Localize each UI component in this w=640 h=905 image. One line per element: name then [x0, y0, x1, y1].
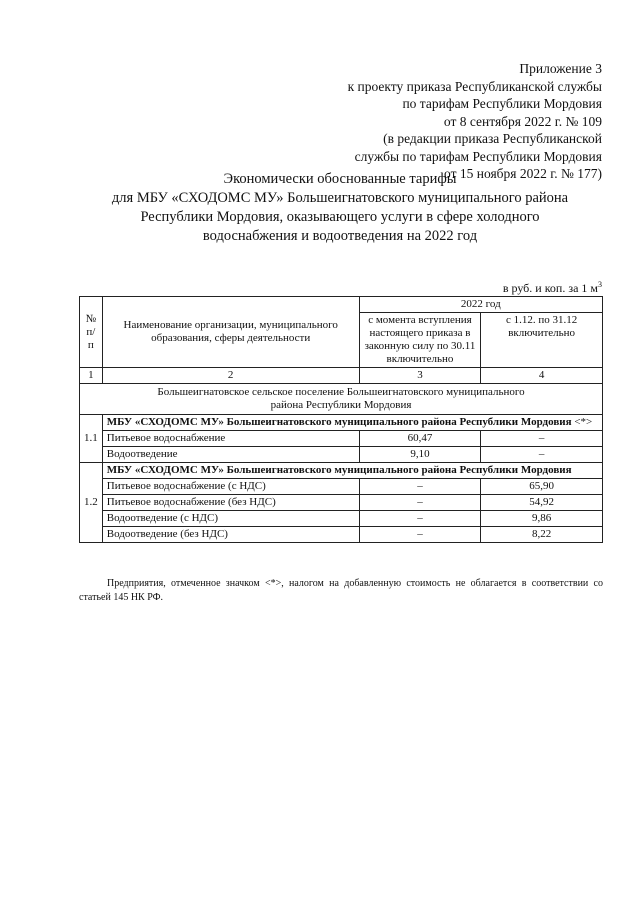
appendix-line: (в редакции приказа Республиканской: [383, 131, 602, 146]
tariff-value-2: 9,86: [481, 511, 603, 527]
table-row: [80, 447, 603, 463]
col-number: 2: [102, 368, 359, 384]
appendix-line: Приложение 3: [519, 61, 602, 76]
tariff-value-2: 54,92: [481, 495, 603, 511]
table-row: [80, 415, 603, 431]
tariff-table: [79, 296, 603, 543]
header-name: Наименование организации, муниципального образования, сферы деятельности: [102, 297, 359, 368]
table-row: [80, 511, 603, 527]
tariff-value-1: –: [359, 527, 481, 543]
table-header-row: [80, 297, 603, 313]
unit-note: [503, 280, 602, 296]
org-mark: <*>: [571, 416, 593, 428]
tariff-value-1: 60,47: [359, 431, 481, 447]
unit-text: в руб. и коп. за 1 м: [502, 281, 598, 295]
tariff-value-2: 8,22: [481, 527, 603, 543]
unit-superscript: 3: [598, 280, 602, 289]
row-num: 1.2: [80, 463, 103, 543]
org-name: [102, 415, 602, 431]
title-line: Экономически обоснованные тарифы: [223, 171, 457, 187]
header-num: № п/п: [80, 297, 103, 368]
service-name: Питьевое водоснабжение (без НДС): [102, 495, 359, 511]
tariff-value-2: 65,90: [481, 479, 603, 495]
title-line: для МБУ «СХОДОМС МУ» Большеигнатовского муниципального района: [111, 190, 569, 206]
appendix-line: службы по тарифам Республики Мордовия: [354, 148, 602, 164]
tariff-value-2: –: [481, 447, 603, 463]
title-line: водоснабжения и водоотведения на 2022 год: [202, 228, 478, 244]
table-row: [80, 527, 603, 543]
appendix-line: к проекту приказа Республиканской службы: [347, 78, 602, 94]
service-name: Водоотведение (с НДС): [102, 511, 359, 527]
table-row: [80, 463, 603, 479]
col-number: 1: [80, 368, 103, 384]
settlement-row: [80, 384, 603, 415]
appendix-heading: [348, 60, 602, 183]
org-name: МБУ «СХОДОМС МУ» Большеигнатовского муниципального района Республики Мордовия: [102, 463, 602, 479]
service-name: Водоотведение: [102, 447, 359, 463]
org-name-text: МБУ «СХОДОМС МУ» Большеигнатовского муниципального района Республики Мордовия: [106, 416, 572, 428]
col-number: 4: [481, 368, 603, 384]
tariff-value-1: –: [359, 511, 481, 527]
header-period-2: с 1.12. по 31.12 включительно: [481, 313, 603, 368]
title-line: Республики Мордовия, оказывающего услуги в сфере холодного: [140, 209, 540, 225]
settlement-name: Большеигнатовское сельское поселение Большеигнатовского муниципального района Республики Мордовия: [80, 384, 603, 415]
column-numbers-row: [80, 368, 603, 384]
document-title: [60, 170, 620, 246]
tariff-value-2: –: [481, 431, 603, 447]
tariff-value-1: 9,10: [359, 447, 481, 463]
appendix-line: по тарифам Республики Мордовия: [402, 96, 602, 111]
appendix-line: от 15 ноября 2022 г. № 177): [444, 166, 602, 181]
header-period-1: с момента вступления настоящего приказа в законную силу по 30.11 включительно: [359, 313, 481, 368]
service-name: Питьевое водоснабжение (с НДС): [102, 479, 359, 495]
table-row: [80, 495, 603, 511]
table-row: [80, 479, 603, 495]
col-number: 3: [359, 368, 481, 384]
service-name: Питьевое водоснабжение: [102, 431, 359, 447]
tariff-value-1: –: [359, 479, 481, 495]
tariff-value-1: –: [359, 495, 481, 511]
header-year: 2022 год: [359, 297, 602, 313]
table-row: [80, 431, 603, 447]
service-name: Водоотведение (без НДС): [102, 527, 359, 543]
appendix-line: от 8 сентября 2022 г. № 109: [443, 113, 602, 129]
row-num: 1.1: [80, 415, 103, 463]
footnote: Предприятия, отмеченное значком <*>, налогом на добавленную стоимость не облагается в соответствии со статьей 145 НК РФ.: [79, 578, 603, 603]
